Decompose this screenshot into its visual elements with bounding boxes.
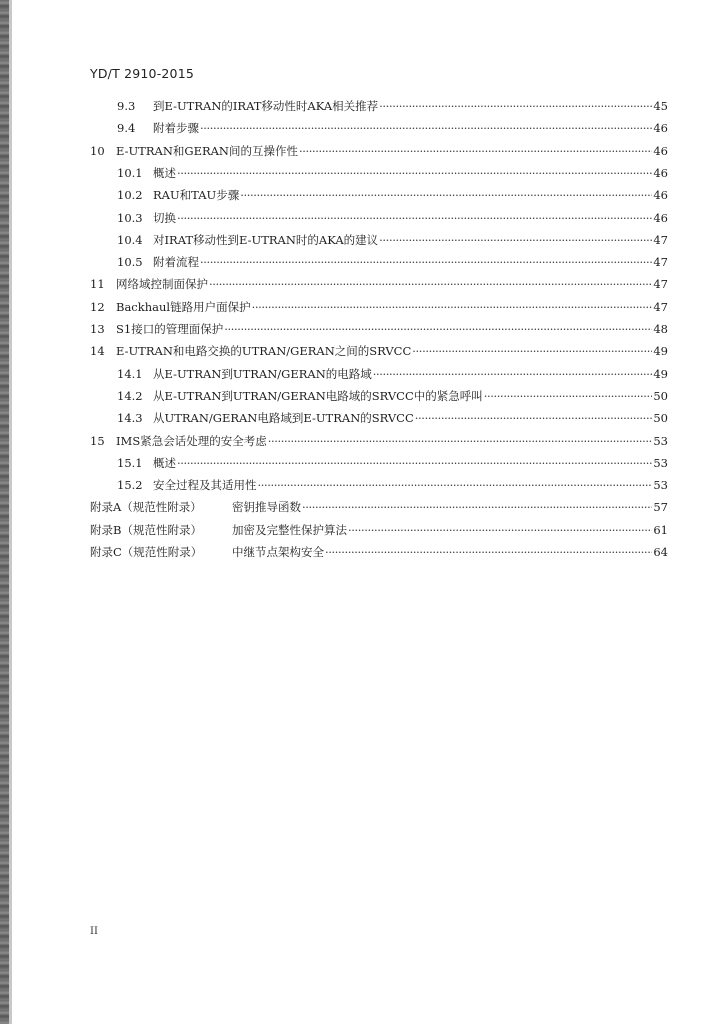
toc-dot-leader [412, 344, 652, 358]
toc-entry-title: 附着流程 [153, 255, 199, 270]
toc-entry[interactable] [117, 120, 668, 138]
toc-entry[interactable] [90, 343, 668, 361]
toc-dot-leader [379, 99, 652, 113]
toc-entry-title: 中继节点架构安全 [232, 545, 324, 559]
toc-entry-title: 加密及完整性保护算法 [232, 522, 347, 537]
toc-entry-title: 到E-UTRAN的IRAT移动性时AKA相关推荐 [153, 99, 379, 113]
toc-entry-title: E-UTRAN和GERAN间的互操作性 [116, 143, 298, 158]
toc-entry-page: 61 [653, 522, 668, 537]
standard-number: YD/T 2910-2015 [90, 66, 195, 81]
toc-entry-page: 46 [653, 143, 668, 158]
toc-entry-number: 15 [90, 433, 105, 448]
toc-dot-leader [379, 233, 652, 247]
toc-dot-leader [415, 411, 653, 425]
toc-entry[interactable] [117, 410, 668, 428]
toc-dot-leader [484, 389, 653, 403]
toc-entry-title: 附着步骤 [153, 121, 199, 136]
toc-entry-title: RAU和TAU步骤 [153, 188, 240, 203]
toc-entry-number: 附录A（规范性附录） [90, 500, 202, 515]
toc-entry[interactable] [90, 276, 668, 294]
toc-entry-page: 47 [653, 232, 668, 247]
toc-entry-page: 50 [653, 388, 668, 403]
toc-entry-title: 从E-UTRAN到UTRAN/GERAN电路域的SRVCC中的紧急呼叫 [153, 388, 483, 403]
toc-entry[interactable] [90, 544, 668, 562]
toc-dot-leader [177, 456, 652, 470]
toc-entry-page: 47 [653, 277, 668, 292]
toc-dot-leader [299, 144, 652, 158]
toc-entry-number: 14 [90, 344, 105, 359]
toc-entry[interactable] [90, 499, 668, 517]
toc-dot-leader [252, 300, 653, 314]
toc-entry-page: 46 [653, 121, 668, 136]
toc-dot-leader [177, 166, 652, 180]
toc-dot-leader [224, 322, 652, 336]
toc-entry-number: 9.4 [117, 121, 136, 136]
toc-entry-page: 46 [653, 165, 668, 180]
toc-entry-title: 概述 [153, 455, 176, 470]
toc-entry-number: 10.4 [117, 232, 143, 247]
toc-dot-leader [325, 545, 652, 559]
toc-entry-title: 网络域控制面保护 [116, 277, 208, 292]
toc-entry-title: 从UTRAN/GERAN电路域到E-UTRAN的SRVCC [153, 411, 414, 426]
toc-entry-number: 附录C（规范性附录） [90, 545, 203, 559]
toc-entry-title: E-UTRAN和电路交换的UTRAN/GERAN之间的SRVCC [116, 344, 412, 359]
toc-entry-page: 64 [653, 545, 668, 559]
toc-entry[interactable] [117, 477, 668, 495]
toc-entry-page: 47 [653, 299, 668, 314]
page-number: II [90, 926, 98, 937]
toc-dot-leader [209, 277, 652, 291]
toc-dot-leader [348, 523, 652, 537]
toc-entry-number: 11 [90, 277, 105, 292]
toc-entry[interactable] [117, 232, 668, 250]
toc-entry-title: S1接口的管理面保护 [116, 322, 224, 336]
toc-entry-number: 12 [90, 299, 105, 314]
toc-entry-number: 附录B（规范性附录） [90, 522, 202, 537]
toc-entry-page: 49 [653, 344, 668, 359]
toc-entry-number: 10.1 [117, 165, 143, 180]
toc-entry-page: 45 [653, 99, 668, 113]
toc-entry-title: IMS紧急会话处理的安全考虑 [116, 433, 267, 448]
toc-dot-leader [268, 434, 653, 448]
toc-entry-page: 46 [653, 188, 668, 203]
toc-entry-number: 14.3 [117, 411, 143, 426]
toc-entry[interactable] [117, 455, 668, 473]
toc-dot-leader [200, 121, 652, 135]
toc-entry-page: 53 [653, 455, 668, 470]
toc-dot-leader [258, 478, 653, 492]
toc-entry-number: 15.2 [117, 478, 143, 493]
toc-entry-title: 密钥推导函数 [232, 500, 301, 515]
toc-entry[interactable] [117, 366, 668, 384]
toc-entry-number: 10.3 [117, 210, 143, 225]
toc-entry-page: 48 [653, 322, 668, 336]
toc-entry-page: 53 [653, 478, 668, 493]
toc-entry[interactable] [117, 210, 668, 228]
toc-dot-leader [302, 500, 652, 514]
toc-entry-number: 13 [90, 322, 105, 336]
toc-entry-title: 对IRAT移动性到E-UTRAN时的AKA的建议 [153, 232, 379, 247]
toc-entry-title: 安全过程及其适用性 [153, 478, 257, 493]
toc-entry-number: 10.2 [117, 188, 143, 203]
toc-entry[interactable] [117, 388, 668, 406]
toc-entry-page: 53 [653, 433, 668, 448]
toc-entry-number: 14.1 [117, 366, 143, 381]
toc-entry-page: 49 [653, 366, 668, 381]
toc-entry[interactable] [90, 433, 668, 451]
toc-entry-number: 10 [90, 143, 105, 158]
toc-entry-page: 57 [653, 500, 668, 515]
toc-entry[interactable] [117, 98, 668, 116]
toc-entry-number: 15.1 [117, 455, 143, 470]
toc-entry[interactable] [117, 254, 668, 272]
toc-entry-title: Backhaul链路用户面保护 [116, 299, 251, 314]
toc-entry-title: 切换 [153, 210, 176, 225]
toc-entry-page: 47 [653, 255, 668, 270]
toc-entry-number: 10.5 [117, 255, 143, 270]
toc-entry[interactable] [117, 165, 668, 183]
toc-entry-page: 50 [653, 411, 668, 426]
toc-dot-leader [200, 255, 652, 269]
toc-entry[interactable] [90, 299, 668, 317]
toc-entry-title: 概述 [153, 165, 176, 180]
toc-entry-title: 从E-UTRAN到UTRAN/GERAN的电路域 [153, 366, 372, 381]
toc-entry-page: 46 [653, 210, 668, 225]
toc-entry-number: 14.2 [117, 388, 143, 403]
toc-dot-leader [177, 211, 652, 225]
toc-entry[interactable] [90, 143, 668, 161]
toc-entry[interactable] [117, 187, 668, 205]
toc-dot-leader [373, 367, 653, 381]
toc-entry[interactable] [90, 321, 668, 339]
toc-entry[interactable] [90, 522, 668, 540]
toc-entry-number: 9.3 [117, 99, 136, 113]
toc-dot-leader [240, 188, 652, 202]
